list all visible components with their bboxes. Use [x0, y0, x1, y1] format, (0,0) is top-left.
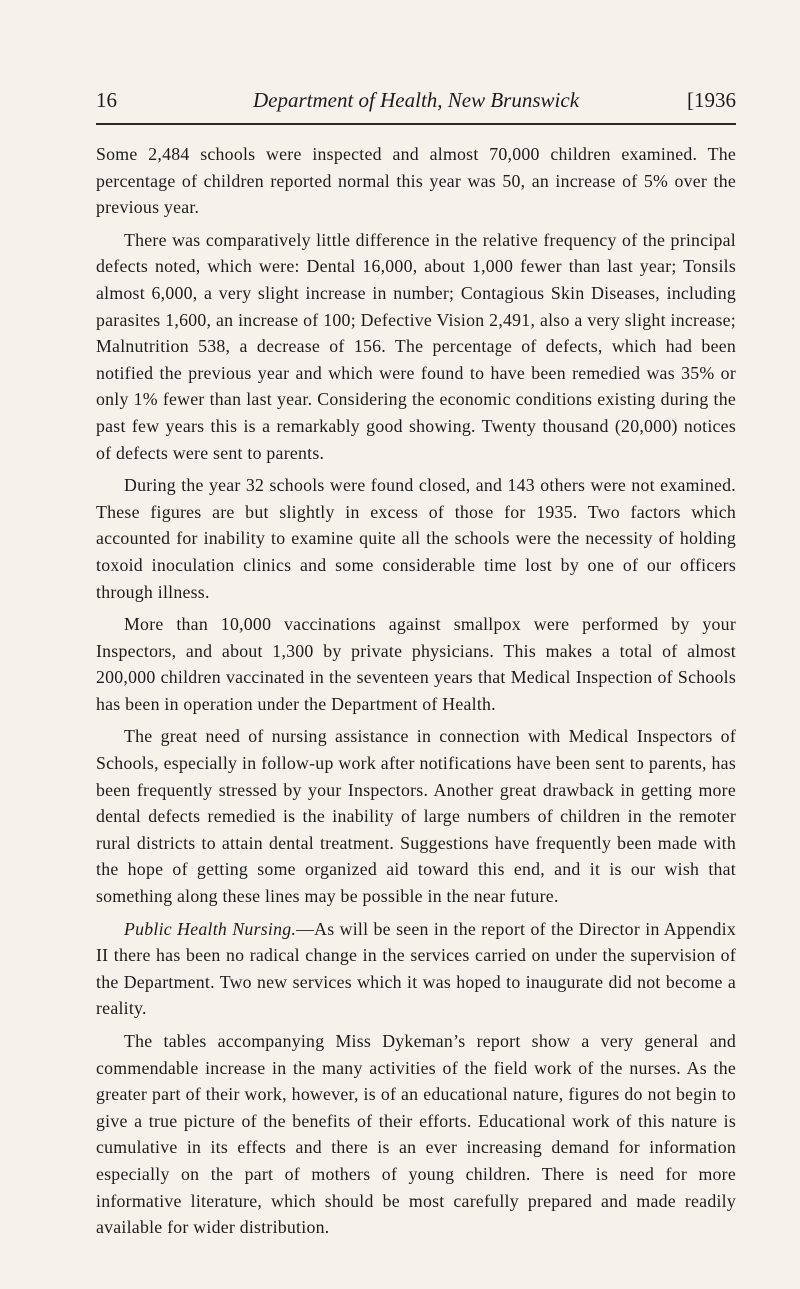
section-text-public-health-nursing: —As will be seen in the report of the Director in Appendix II there has been no radical change in the services carried on under the supervision of the Department. Two new services which it was hoped to inaugurate did not become a reality. [96, 918, 736, 1019]
paragraph-schools-closed: During the year 32 schools were found closed, and 143 others were not examined. These figures are but slightly in excess of those for 1935. Two factors which accounted for inability to examine quite all the schools were the necessity of holding toxoid inoculation clinics and some considerable time lost by one of our officers through illness. [96, 475, 736, 602]
paragraph-public-health-nursing [96, 916, 736, 1022]
page-number: 16 [96, 88, 117, 112]
page-body [96, 141, 736, 1247]
paragraph-nursing-need: The great need of nursing assistance in connection with Medical Inspectors of Schools, especially in follow-up work after notifications have been sent to parents, has been frequently stressed by your Inspectors. Another great drawback in getting more dental defects remedied is the inability of large numbers of children in the remoter rural districts to attain dental treatment. Suggestions have frequently been made with the hope of getting some organized aid toward this end, and it is our wish that something along these lines may be possible in the near future. [96, 726, 736, 907]
header-year: [1936 [687, 88, 736, 112]
page-header [96, 88, 736, 120]
paragraph-defects: There was comparatively little difference in the relative frequency of the principal defects noted, which were: Dental 16,000, about 1,000 fewer than last year; Tonsils almost 6,000, a very slight increase in number; Contagious Skin Diseases, including parasites 1,600, an increase of 100; Defective Vision 2,491, also a very slight increase; Malnutrition 538, a decrease of 156. The percentage of defects, which had been notified the previous year and which were found to have been remedied was 35% or only 1% fewer than last year. Considering the economic conditions existing during the past few years this is a remarkably good showing. Twenty thousand (20,000) notices of defects were sent to parents. [96, 229, 736, 463]
paragraph-tables: The tables accompanying Miss Dykeman’s report show a very general and commendable increase in the many activities of the field work of the nurses. As the greater part of their work, however, is of an educational nature, figures do not begin to give a true picture of the benefits of their efforts. Educational work of this nature is cumulative in its effects and there is an ever increasing demand for information especially on the part of mothers of young children. There is need for more informative literature, which should be most carefully prepared and made readily available for wider distribution. [96, 1031, 736, 1238]
running-title: Department of Health, New Brunswick [252, 88, 580, 112]
paragraph-inspections: Some 2,484 schools were inspected and almost 70,000 children examined. The percentage of children reported normal this year was 50, an increase of 5% over the previous year. [96, 144, 736, 218]
header-rule [96, 123, 736, 125]
paragraph-vaccinations: More than 10,000 vaccinations against smallpox were performed by your Inspectors, and about 1,300 by private physicians. This makes a total of almost 200,000 children vaccinated in the seventeen years that Medical Inspection of Schools has been in operation under the Department of Health. [96, 614, 736, 714]
section-heading-public-health-nursing: Public Health Nursing. [124, 918, 297, 939]
